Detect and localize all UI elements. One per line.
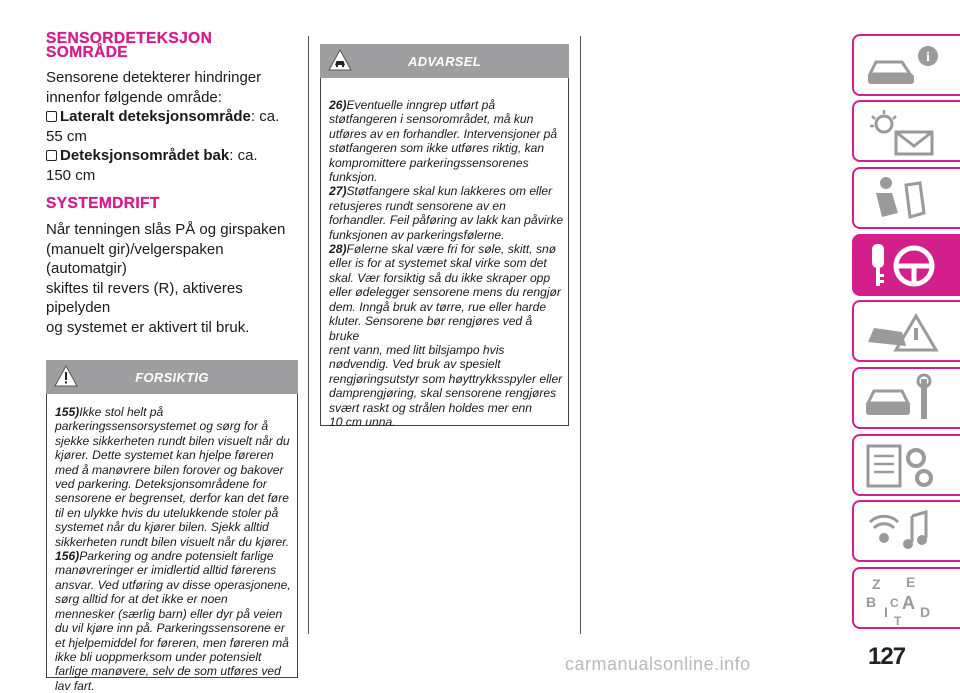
note-line: eller is for at systemet skal virke som det — [329, 256, 547, 271]
warning-item-27 — [329, 184, 564, 242]
note-line: forhandler. Feil påføring av lakk kan påvirke — [329, 213, 564, 228]
checkbox-bullet-icon — [46, 111, 57, 122]
left-column — [46, 30, 298, 693]
note-line: utføres av en forhandler. Intervensjoner på — [329, 126, 558, 141]
paragraph-line: Når tenningen slås PÅ og girspaken — [46, 221, 286, 238]
tab-starting-driving[interactable] — [852, 234, 960, 296]
caution-item-156 — [55, 549, 293, 693]
note-line: svært raskt og strålen holdes mer enn — [329, 400, 532, 415]
caution-header — [46, 360, 298, 394]
column-divider — [580, 36, 581, 634]
tab-warning-lights[interactable] — [852, 100, 960, 162]
tab-dashboard[interactable] — [852, 34, 960, 96]
checkbox-bullet-icon — [46, 150, 57, 161]
note-line: manøvreringer er imidlertid alltid førerens — [55, 563, 277, 578]
tab-index[interactable] — [852, 567, 960, 629]
key-steering-wheel-icon — [862, 240, 942, 292]
note-number: 156) — [55, 549, 80, 564]
note-line: støtfangeren som ikke utføres riktig, kan — [329, 141, 545, 156]
note-number: 27) — [329, 184, 347, 199]
note-line: rent vann, med litt bilsjampo hvis — [329, 342, 505, 357]
note-line: sensorene er begrenset, derfor kan det føre — [55, 491, 289, 506]
index-letter: I — [884, 604, 888, 620]
accident-icon — [862, 306, 942, 358]
bullet-value: : ca. — [229, 147, 258, 164]
note-line: funksjonen av parkeringsfølerne. — [329, 227, 505, 242]
note-line: sørg alltid for at det ikke er noen — [55, 592, 228, 607]
caution-box — [46, 360, 298, 693]
paragraph-line: og systemet er aktivert til bruk. — [46, 318, 250, 336]
caution-item-155 — [55, 405, 293, 549]
tab-emergency[interactable] — [852, 300, 960, 362]
operation-paragraph — [46, 220, 298, 337]
note-line: du vil kjøre inn på. Parkeringssensorene er — [55, 621, 285, 636]
note-line: farlige manøvere, selv de som utføres ved — [55, 664, 281, 679]
bullet-label: Lateralt deteksjonsområde — [60, 108, 251, 125]
warning-header — [320, 44, 569, 78]
note-line: funksjon. — [329, 170, 378, 185]
note-line: ikke bli uoppmerksom under potensielt — [55, 649, 262, 664]
section-heading-detection-area — [46, 32, 298, 60]
heading-line: SOMRÅDE — [46, 44, 129, 61]
note-line: dem. Inngå bruk av tørre, rue eller harde — [329, 299, 547, 314]
bullet-value-line: 55 cm — [46, 127, 87, 145]
warning-title: ADVARSEL — [408, 54, 481, 69]
note-line: lav fart. — [55, 678, 95, 693]
note-number: 26) — [329, 98, 347, 112]
note-line: kompromittere parkeringssensorenes — [329, 155, 529, 170]
note-line: Støtfangere skal kun lakkeres om eller — [346, 184, 553, 199]
heading-line: SENSORDETEKSJON — [46, 30, 213, 47]
note-line: et hjelpemiddel for føreren, men føreren må — [55, 635, 289, 650]
note-line: 10 cm unna. — [329, 414, 396, 429]
index-letter: D — [920, 604, 931, 620]
bullet-rear — [46, 146, 298, 166]
note-line: parkeringssensorsystemet og sørg for å — [55, 419, 269, 434]
bullet-label: Deteksjonsområdet bak — [60, 147, 230, 164]
note-line: sjekke sikkerheten rundt bilen visuelt når du — [55, 433, 290, 448]
bullet-value-line: 150 cm — [46, 166, 96, 184]
note-line: med å manøvrere bilen forover og bakover — [55, 462, 284, 477]
svg-text:i: i — [926, 50, 930, 65]
warning-item-26 — [329, 98, 564, 184]
note-line: retusjeres rundt sensorene av en — [329, 198, 506, 213]
note-number: 155) — [55, 405, 80, 419]
intro-line: innenfor følgende område: — [46, 88, 222, 106]
seat-airbag-icon — [862, 173, 942, 225]
intro-text — [46, 68, 298, 107]
index-letter: T — [894, 614, 902, 628]
note-line: sikkerheten rundt bilen visuelt når du kjører. — [55, 534, 290, 549]
note-line: Følerne skal være fri for søle, skitt, snø — [346, 242, 557, 257]
note-line: kluter. Sensorene bør rengjøres ved å bruke — [329, 314, 533, 343]
note-line: damprengjøring, skal sensorene rengjøres — [329, 386, 557, 401]
note-line: nødvendig. Ved bruk av spesielt — [329, 357, 501, 372]
paragraph-line: skiftes til revers (R), aktiveres pipelyden — [46, 279, 243, 316]
note-line: Eventuelle inngrep utført på — [346, 98, 496, 112]
note-line: ved parkering. Deteksjonsområdene for — [55, 477, 267, 492]
note-number: 28) — [329, 242, 347, 257]
note-line: Parkering og andre potensielt farlige — [79, 549, 274, 564]
note-line: kjører. Dette systemet kan hjelpe føreren — [55, 448, 274, 463]
warning-box — [320, 44, 569, 429]
index-letter: E — [906, 574, 916, 590]
car-wrench-icon — [862, 373, 942, 425]
bullet-lateral — [46, 107, 298, 127]
note-line: mennesker (særlig barn) eller dyr på veien — [55, 606, 283, 621]
note-line: rengjøringsutstyr som høyttrykksspyler eller — [329, 371, 563, 386]
note-line: skal. Vær forsiktig så du ikke skraper opp — [329, 270, 551, 285]
caution-body — [46, 394, 298, 693]
caution-title: FORSIKTIG — [135, 370, 209, 385]
index-letter: A — [902, 593, 915, 613]
specs-gears-icon — [862, 440, 942, 492]
note-line: systemet når du kjører bilen. Sjekk alltid — [55, 520, 269, 535]
tab-multimedia[interactable] — [852, 500, 960, 562]
car-dashboard-icon — [862, 40, 942, 92]
section-heading-system-operation: SYSTEMDRIFT — [46, 195, 160, 212]
intro-line: Sensorene detekterer hindringer — [46, 69, 262, 86]
warning-lights-icon — [862, 106, 942, 158]
bullet-value: : ca. — [250, 108, 280, 125]
index-letter: B — [866, 594, 877, 610]
warning-body — [320, 78, 569, 429]
note-line: Ikke stol helt på — [79, 405, 164, 419]
paragraph-line: (manuelt gir)/velgerspaken (automatgir) — [46, 240, 224, 277]
tab-technical-data[interactable] — [852, 434, 960, 496]
column-divider — [308, 36, 309, 634]
tab-safety[interactable] — [852, 167, 960, 229]
page-number: 127 — [868, 643, 906, 670]
note-line: eller ødelegger sensorene mens du rengjør — [329, 285, 561, 300]
multimedia-icon — [862, 506, 942, 558]
tab-maintenance[interactable] — [852, 367, 960, 429]
note-line: ansvar. Ved utføring av disse operasjonene, — [55, 577, 291, 592]
warning-item-28 — [329, 242, 564, 429]
alphabet-index-icon — [862, 573, 942, 628]
index-letter: Z — [872, 576, 881, 592]
index-letter: C — [890, 596, 899, 610]
note-line: til en ulykke hvis du utelukkende stoler på — [55, 505, 279, 520]
note-line: støtfangeren i sensorområdet, må kun — [329, 112, 534, 127]
watermark-footer: carmanualsonline.info — [565, 654, 751, 674]
